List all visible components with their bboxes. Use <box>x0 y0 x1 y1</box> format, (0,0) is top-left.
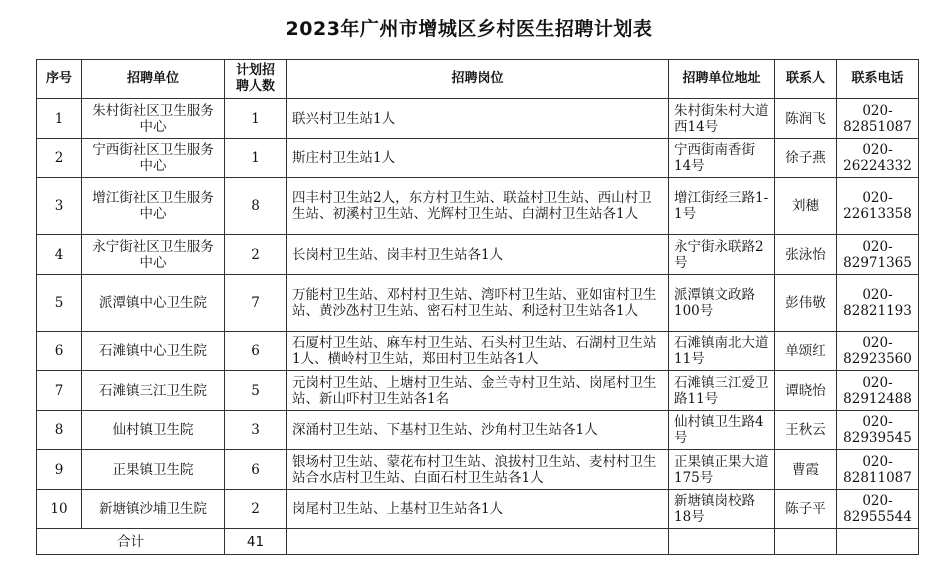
table-row <box>37 99 919 139</box>
cell-unit: 石滩镇三江卫生院 <box>82 371 225 411</box>
total-row <box>37 529 919 555</box>
cell-address: 正果镇正果大道175号 <box>669 450 775 490</box>
cell-seq: 6 <box>37 332 82 371</box>
cell-phone: 020-82955544 <box>837 490 919 529</box>
cell-unit: 石滩镇中心卫生院 <box>82 332 225 371</box>
cell-phone: 020-82821193 <box>837 275 919 332</box>
header-phone: 联系电话 <box>837 60 919 99</box>
cell-count: 1 <box>225 99 287 139</box>
cell-position: 长岗村卫生站、岗丰村卫生站各1人 <box>287 235 669 275</box>
cell-unit: 派潭镇中心卫生院 <box>82 275 225 332</box>
cell-unit: 正果镇卫生院 <box>82 450 225 490</box>
cell-address: 永宁街永联路2号 <box>669 235 775 275</box>
total-empty-phone <box>837 529 919 555</box>
cell-address: 石滩镇三江爱卫路11号 <box>669 371 775 411</box>
cell-contact: 王秋云 <box>775 411 837 450</box>
cell-unit: 仙村镇卫生院 <box>82 411 225 450</box>
total-empty-position <box>287 529 669 555</box>
cell-position: 斯庄村卫生站1人 <box>287 139 669 178</box>
cell-contact: 陈润飞 <box>775 99 837 139</box>
cell-seq: 5 <box>37 275 82 332</box>
cell-contact: 陈子平 <box>775 490 837 529</box>
cell-count: 2 <box>225 235 287 275</box>
table-row <box>37 411 919 450</box>
page-title: 2023年广州市增城区乡村医生招聘计划表 <box>285 18 653 40</box>
cell-position: 石厦村卫生站、麻车村卫生站、石头村卫生站、石湖村卫生站1人、横岭村卫生站，郑田村卫生站各1人 <box>287 332 669 371</box>
cell-unit: 永宁街社区卫生服务中心 <box>82 235 225 275</box>
cell-unit: 朱村街社区卫生服务中心 <box>82 99 225 139</box>
cell-count: 2 <box>225 490 287 529</box>
cell-phone: 020-22613358 <box>837 178 919 235</box>
table-row <box>37 371 919 411</box>
cell-phone: 020-82811087 <box>837 450 919 490</box>
header-count: 计划招聘人数 <box>225 60 287 99</box>
cell-address: 新塘镇岗校路18号 <box>669 490 775 529</box>
cell-seq: 4 <box>37 235 82 275</box>
cell-seq: 7 <box>37 371 82 411</box>
table-row <box>37 178 919 235</box>
cell-position: 万能村卫生站、邓村村卫生站、湾吓村卫生站、亚如宙村卫生站、黄沙氹村卫生站、密石村卫生站、利迳村卫生站各1人 <box>287 275 669 332</box>
cell-address: 宁西街南香街14号 <box>669 139 775 178</box>
table-row <box>37 139 919 178</box>
cell-phone: 020-82923560 <box>837 332 919 371</box>
cell-unit: 增江街社区卫生服务中心 <box>82 178 225 235</box>
cell-position: 岗尾村卫生站、上基村卫生站各1人 <box>287 490 669 529</box>
cell-count: 6 <box>225 450 287 490</box>
cell-contact: 谭晓怡 <box>775 371 837 411</box>
header-seq: 序号 <box>37 60 82 99</box>
recruitment-table <box>36 59 919 555</box>
cell-address: 朱村街朱村大道西14号 <box>669 99 775 139</box>
cell-count: 5 <box>225 371 287 411</box>
cell-seq: 9 <box>37 450 82 490</box>
cell-seq: 10 <box>37 490 82 529</box>
cell-seq: 2 <box>37 139 82 178</box>
cell-contact: 徐子燕 <box>775 139 837 178</box>
total-empty-contact <box>775 529 837 555</box>
cell-contact: 彭伟敬 <box>775 275 837 332</box>
cell-contact: 张泳怡 <box>775 235 837 275</box>
table-row <box>37 490 919 529</box>
cell-position: 银场村卫生站、蒙花布村卫生站、浪拔村卫生站、麦村村卫生站合水店村卫生站、白面石村卫生站各1人 <box>287 450 669 490</box>
cell-phone: 020-82971365 <box>837 235 919 275</box>
cell-phone: 020-82912488 <box>837 371 919 411</box>
cell-count: 3 <box>225 411 287 450</box>
cell-phone: 020-26224332 <box>837 139 919 178</box>
header-address: 招聘单位地址 <box>669 60 775 99</box>
cell-position: 联兴村卫生站1人 <box>287 99 669 139</box>
header-position: 招聘岗位 <box>287 60 669 99</box>
cell-contact: 曹霞 <box>775 450 837 490</box>
header-row <box>37 60 919 99</box>
total-label: 合计 <box>37 529 225 555</box>
cell-count: 6 <box>225 332 287 371</box>
header-contact: 联系人 <box>775 60 837 99</box>
cell-contact: 单颂红 <box>775 332 837 371</box>
cell-phone: 020-82851087 <box>837 99 919 139</box>
cell-seq: 8 <box>37 411 82 450</box>
table-row <box>37 235 919 275</box>
total-count: 41 <box>225 529 287 555</box>
cell-unit: 宁西街社区卫生服务中心 <box>82 139 225 178</box>
cell-address: 仙村镇卫生路4号 <box>669 411 775 450</box>
cell-position: 元岗村卫生站、上塘村卫生站、金兰寺村卫生站、岗尾村卫生站、新山吓村卫生站各1名 <box>287 371 669 411</box>
cell-count: 8 <box>225 178 287 235</box>
cell-phone: 020-82939545 <box>837 411 919 450</box>
cell-address: 增江街经三路1-1号 <box>669 178 775 235</box>
cell-address: 派潭镇文政路100号 <box>669 275 775 332</box>
total-empty-address <box>669 529 775 555</box>
cell-contact: 刘穗 <box>775 178 837 235</box>
cell-position: 深涌村卫生站、下基村卫生站、沙角村卫生站各1人 <box>287 411 669 450</box>
table-row <box>37 275 919 332</box>
table-row <box>37 332 919 371</box>
cell-seq: 3 <box>37 178 82 235</box>
header-unit: 招聘单位 <box>82 60 225 99</box>
cell-count: 1 <box>225 139 287 178</box>
cell-address: 石滩镇南北大道11号 <box>669 332 775 371</box>
cell-position: 四丰村卫生站2人，东方村卫生站、联益村卫生站、西山村卫生站、初溪村卫生站、光辉村卫生站、白湖村卫生站各1人 <box>287 178 669 235</box>
table-body <box>37 99 919 555</box>
table-row <box>37 450 919 490</box>
cell-seq: 1 <box>37 99 82 139</box>
cell-unit: 新塘镇沙埔卫生院 <box>82 490 225 529</box>
cell-count: 7 <box>225 275 287 332</box>
